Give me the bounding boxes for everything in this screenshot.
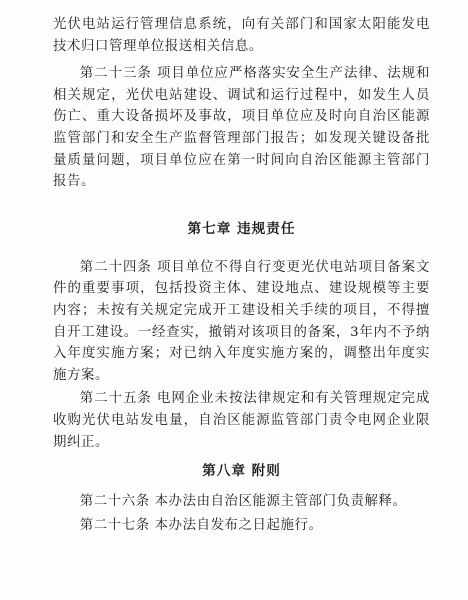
article-25: 第二十五条 电网企业未按法律规定和有关管理规定完成收购光伏电站发电量，自治区能源监管部门责令电网企业限期纠正。 — [53, 391, 430, 450]
article-23: 第二十三条 项目单位应严格落实安全生产法律、法规和相关规定，光伏电站建设、调试和运行过程中，如发生人员伤亡、重大设备损坏及事故，项目单位应及时向自治区能源监管部门和安全生产监督管理部门报告；如发现关键设备批量质量问题，项目单位应在第一时间向自治区能源主管部门报告。 — [53, 66, 430, 190]
chapter-7-heading: 第七章 违规责任 — [187, 220, 296, 237]
article-27: 第二十七条 本办法自发布之日起施行。 — [79, 517, 323, 533]
article-26: 第二十六条 本办法由自治区能源主管部门负责解释。 — [79, 494, 407, 510]
article-24: 第二十四条 项目单位不得自行变更光伏电站项目备案文件的重要事项，包括投资主体、建设地点、建设规模等主要内容；未按有关规定完成开工建设相关手续的项目，不得擅自开工建设。一经查实，撤销对该项目的备案，3年内不予纳入年度实施方案；对已纳入年度实施方案的，调整出年度实施方案。 — [53, 259, 430, 383]
paragraph-continuation: 光伏电站运行管理信息系统，向有关部门和国家太阳能发电技术归口管理单位报送相关信息。 — [53, 17, 430, 54]
chapter-8-heading: 第八章 附则 — [202, 463, 281, 480]
